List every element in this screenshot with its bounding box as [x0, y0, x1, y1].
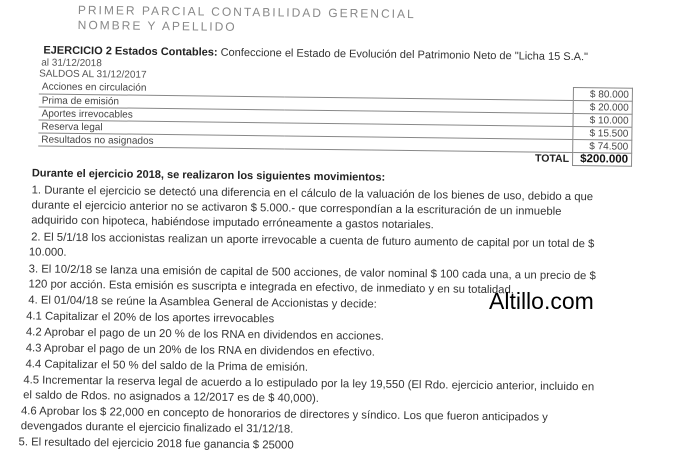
balance-label: Aportes irrevocables: [39, 107, 285, 123]
movement-line: devengados durante el ejercicio finalizado el 31/12/18.: [20, 420, 294, 436]
balance-amount: $ 80.000: [573, 88, 632, 102]
balance-label: Resultados no asignados: [38, 133, 284, 149]
movement-line: 4.4 Capitalizar el 50 % del saldo de la Prima de emisión.: [25, 358, 309, 374]
movement-line: 3. El 10/2/18 se lanza una emisión de capital de 500 acciones, de valor nominal $ 100 cada una, a un precio de $: [28, 263, 596, 283]
balance-amount: $ 20.000: [573, 101, 632, 115]
movements-heading: Durante el ejercicio 2018, se realizaron los siguientes movimientos:: [31, 167, 386, 184]
exercise-instruction: Confeccione el Estado de Evolución del Patrimonio Neto de "Licha 15 S.A.": [220, 46, 589, 64]
total-label: TOTAL: [534, 152, 570, 166]
balance-table: [38, 80, 633, 166]
movement-line: 4.6 Aprobar los $ 22,000 en concepto de honorarios de directores y síndico. Los que fueron anticipados y: [20, 405, 548, 424]
movement-line: 2. El 5/1/18 los accionistas realizan un aporte irrevocable a cuenta de futuro aumento de capital por un total de $: [31, 231, 595, 251]
movement-line: durante el ejercicio anterior no se activaron $ 5.000.- que correspondían a la escrituración de un inmueble: [31, 199, 562, 218]
movement-line: 4.2 Aprobar el pago de un 20 % de los RNA en dividendos en acciones.: [25, 326, 384, 343]
movement-line: 4. El 01/04/18 se reúne la Asamblea General de Accionistas y decide:: [28, 294, 377, 311]
exercise-label: EJERCICIO 2 Estados Contables:: [43, 44, 218, 59]
exercise-date: al 31/12/2018: [41, 57, 102, 70]
movement-line: 4.5 Incrementar la reserva legal de acuerdo a lo estipulado por la ley 19,550 (El Rdo. ejercicio anterior, incluido en: [23, 374, 595, 394]
movement-line: adquirido con hipoteca, habiéndose imputado erróneamente a gastos notariales.: [31, 214, 434, 232]
movement-line: 120 por acción. Esta emisión es suscripta e integrada en efectivo, de inmediato y en su totalidad.: [28, 278, 515, 297]
movement-line: 10.000.: [28, 246, 67, 259]
exercise-title: [43, 45, 588, 64]
balance-amount: $ 74.500: [573, 140, 632, 154]
watermark-text: Altillo.com: [489, 288, 594, 314]
exam-header-title: PRIMER PARCIAL CONTABILIDAD GERENCIAL: [77, 2, 416, 22]
movement-line: el saldo de Rdos. no asignados a 12/2017 es de $ 40,000).: [23, 389, 320, 405]
movement-line: 1. Durante el ejercicio se detectó una diferencia en el cálculo de la valuación de los bienes de uso, debido a que: [31, 184, 594, 204]
balance-label: Acciones en circulación: [39, 81, 285, 97]
exam-header-name: NOMBRE Y APELLIDO: [77, 17, 237, 34]
balance-label: Prima de emisión: [39, 94, 285, 110]
total-amount: $200.000: [573, 153, 632, 167]
balance-amount: $ 10.000: [573, 114, 632, 128]
movement-line: 5. El resultado del ejercicio 2018 fue ganancia $ 25000: [18, 436, 294, 452]
movement-line: 4.1 Capitalizar el 20% de los aportes irrevocables: [26, 310, 275, 326]
movement-line: 4.3 Aprobar el pago de un 20% de los RNA en dividendos en efectivo.: [25, 342, 375, 359]
saldos-heading: SALDOS AL 31/12/2017: [39, 68, 147, 81]
balance-label: Reserva legal: [38, 120, 284, 136]
balance-amount: $ 15.500: [573, 127, 632, 141]
